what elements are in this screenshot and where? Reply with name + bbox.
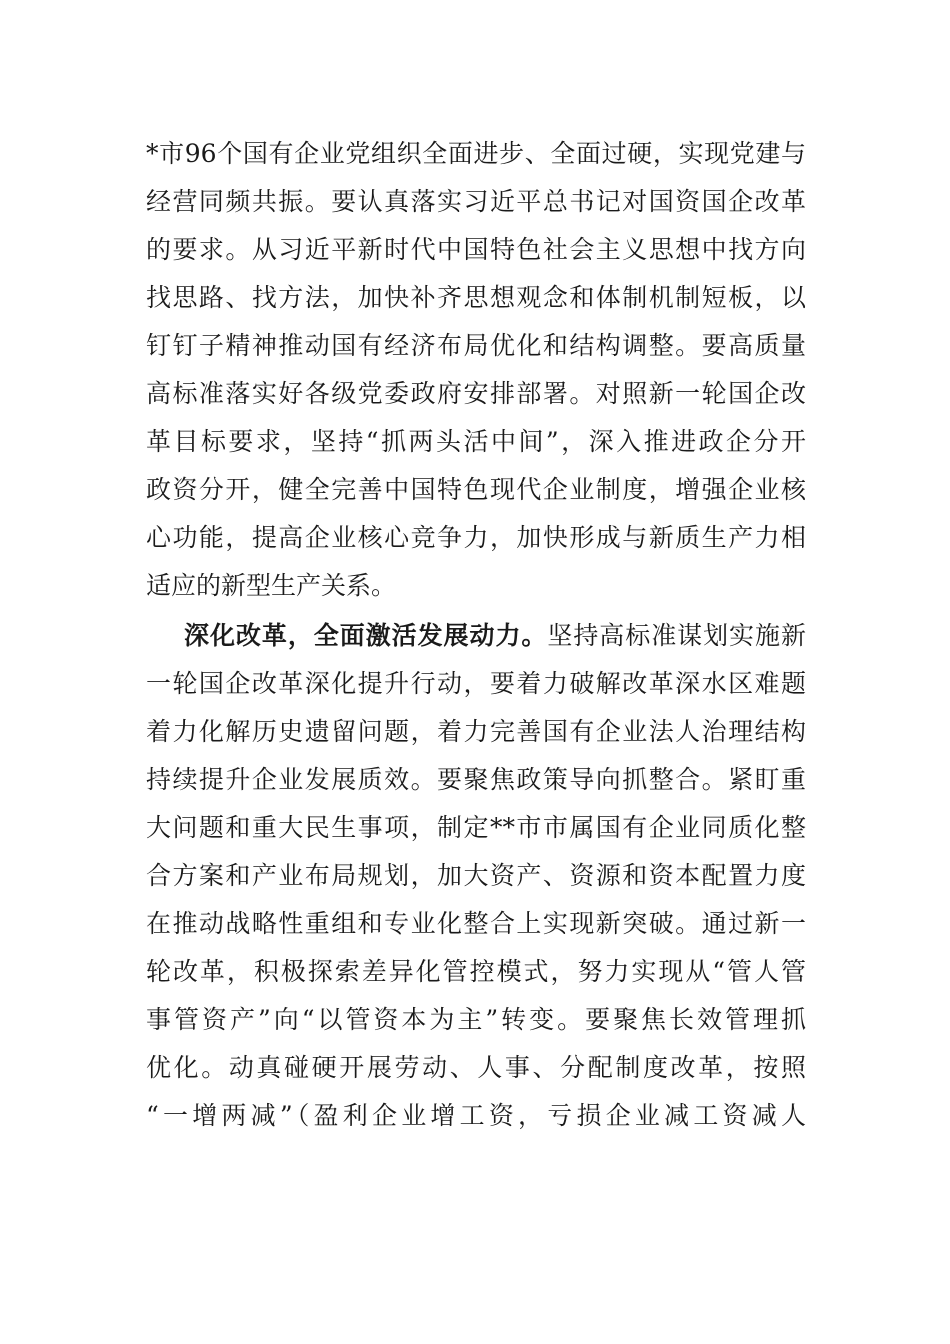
paragraph-2-first-line-text: 坚持高标准谋划实施新 bbox=[547, 621, 806, 650]
paragraph-2-line: “一增两减”（盈利企业增工资，亏损企业减工资减人 bbox=[146, 1101, 806, 1130]
paragraph-1-line: 钉钉子精神推动国有经济布局优化和结构调整。要高质量 bbox=[146, 331, 806, 360]
paragraph-2-first-line bbox=[146, 612, 806, 660]
paragraph-2 bbox=[146, 612, 806, 1140]
paragraph-2-line: 大问题和重大民生事项，制定**市市属国有企业同质化整 bbox=[146, 813, 806, 842]
paragraph-2-line: 轮改革，积极探索差异化管控模式，努力实现从“管人管 bbox=[146, 957, 806, 986]
paragraph-1-line: 政资分开，健全完善中国特色现代企业制度，增强企业核 bbox=[146, 475, 806, 504]
paragraph-2-heading: 深化改革，全面激活发展动力。 bbox=[184, 621, 548, 650]
paragraph-2-line: 持续提升企业发展质效。要聚焦政策导向抓整合。紧盯重 bbox=[146, 765, 806, 794]
paragraph-1-line: *市96个国有企业党组织全面进步、全面过硬，实现党建与 bbox=[146, 139, 806, 168]
paragraph-1 bbox=[146, 130, 806, 610]
paragraph-2-line: 在推动战略性重组和专业化整合上实现新突破。通过新一 bbox=[146, 909, 806, 938]
paragraph-1-line: 经营同频共振。要认真落实习近平总书记对国资国企改革 bbox=[146, 187, 806, 216]
paragraph-2-line: 合方案和产业布局规划，加大资产、资源和资本配置力度 bbox=[146, 861, 806, 890]
paragraph-1-line: 的要求。从习近平新时代中国特色社会主义思想中找方向 bbox=[146, 235, 806, 264]
paragraph-1-line: 高标准落实好各级党委政府安排部署。对照新一轮国企改 bbox=[146, 379, 806, 408]
paragraph-2-line: 优化。动真碰硬开展劳动、人事、分配制度改革，按照 bbox=[146, 1053, 806, 1082]
paragraph-1-line: 革目标要求，坚持“抓两头活中间”，深入推进政企分开 bbox=[146, 427, 806, 456]
paragraph-2-line: 事管资产”向“以管资本为主”转变。要聚焦长效管理抓 bbox=[146, 1005, 806, 1034]
paragraph-2-line: 着力化解历史遗留问题，着力完善国有企业法人治理结构 bbox=[146, 717, 806, 746]
paragraph-1-line: 找思路、找方法，加快补齐思想观念和体制机制短板，以 bbox=[146, 283, 806, 312]
paragraph-1-line: 适应的新型生产关系。 bbox=[146, 571, 397, 600]
paragraph-2-line: 一轮国企改革深化提升行动，要着力破解改革深水区难题 bbox=[146, 669, 806, 698]
paragraph-1-line: 心功能，提高企业核心竞争力，加快形成与新质生产力相 bbox=[146, 523, 806, 552]
